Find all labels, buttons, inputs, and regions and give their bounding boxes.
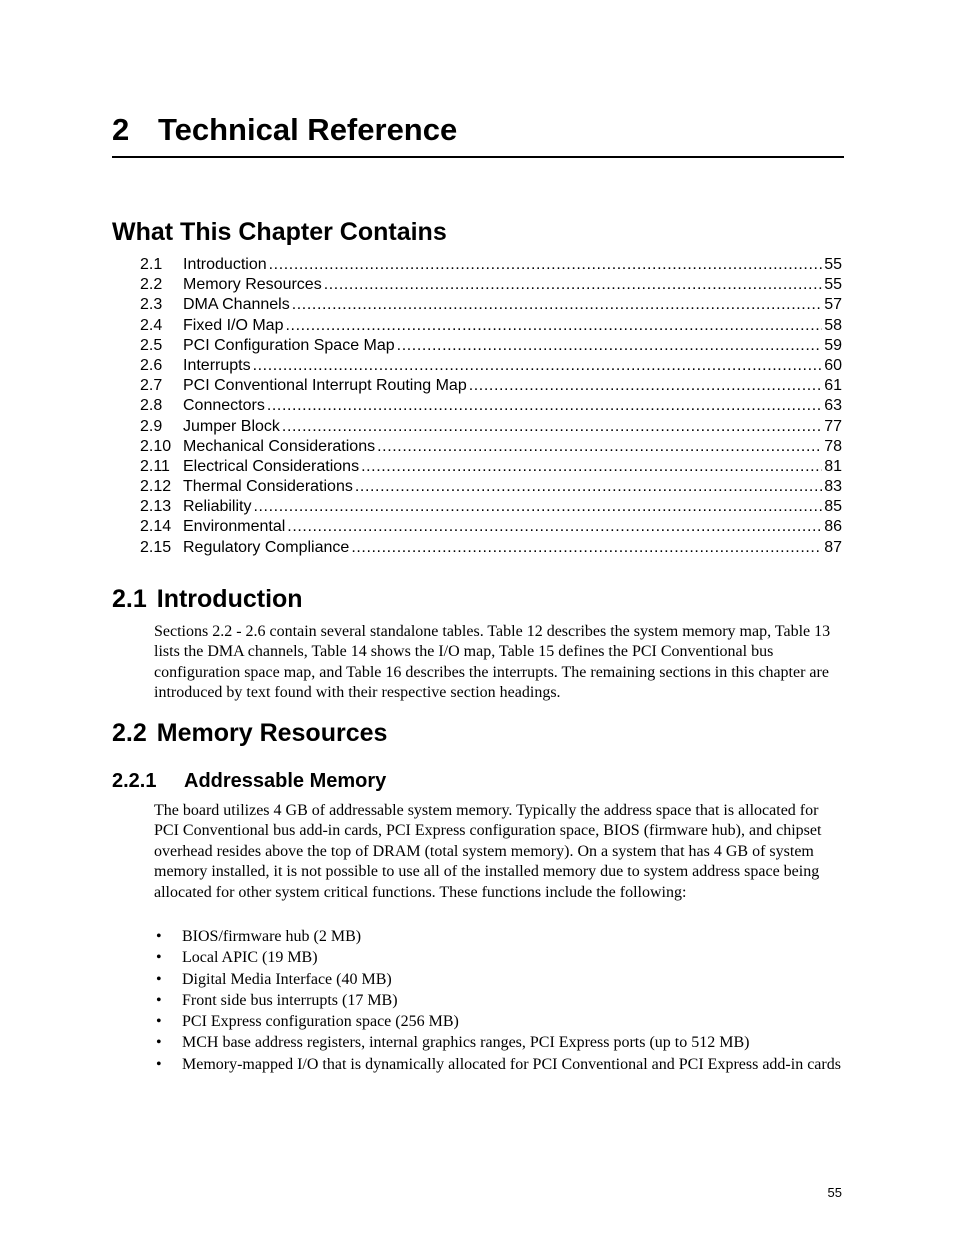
subsection-title: Addressable Memory bbox=[184, 770, 387, 792]
toc-dot-leader bbox=[269, 255, 823, 275]
toc-dot-leader bbox=[292, 295, 822, 315]
toc-entry[interactable] bbox=[140, 417, 842, 437]
list-item bbox=[154, 1055, 844, 1076]
list-item-text: Memory-mapped I/O that is dynamically allocated for PCI Conventional and PCI Express add-in cards bbox=[182, 1055, 841, 1073]
toc-entry-title: DMA Channels bbox=[183, 296, 290, 314]
toc-entry-page: 77 bbox=[824, 417, 842, 435]
bullet-icon: • bbox=[156, 949, 162, 967]
list-item-text: Local APIC (19 MB) bbox=[182, 949, 318, 967]
toc-dot-leader bbox=[355, 477, 822, 497]
toc-entry-number: 2.5 bbox=[140, 336, 163, 354]
list-item bbox=[154, 970, 844, 991]
list-item bbox=[154, 948, 844, 969]
list-item-text: Front side bus interrupts (17 MB) bbox=[182, 991, 398, 1009]
toc-entry-page: 83 bbox=[824, 478, 842, 496]
memory-functions-list bbox=[154, 927, 844, 1076]
toc-entry-page: 81 bbox=[824, 457, 842, 475]
toc-entry-page: 87 bbox=[824, 538, 842, 556]
toc-dot-leader bbox=[397, 336, 823, 356]
toc-entry-title: Thermal Considerations bbox=[183, 478, 353, 496]
toc-dot-leader bbox=[287, 517, 822, 537]
section-number: 2.2 bbox=[112, 719, 147, 747]
chapter-divider bbox=[112, 156, 844, 158]
toc-entry[interactable] bbox=[140, 457, 842, 477]
section-title: Memory Resources bbox=[156, 719, 388, 747]
toc-entry-page: 61 bbox=[824, 377, 842, 395]
list-item-text: PCI Express configuration space (256 MB) bbox=[182, 1013, 459, 1031]
list-item bbox=[154, 1012, 844, 1033]
toc-entry-title: Jumper Block bbox=[183, 417, 280, 435]
toc-dot-leader bbox=[324, 275, 823, 295]
bullet-icon: • bbox=[156, 1034, 162, 1052]
bullet-icon: • bbox=[156, 991, 162, 1009]
chapter-title bbox=[112, 110, 844, 150]
list-item bbox=[154, 1033, 844, 1054]
toc-entry-page: 58 bbox=[824, 316, 842, 334]
list-item-text: BIOS/firmware hub (2 MB) bbox=[182, 928, 362, 945]
bullet-icon: • bbox=[156, 928, 162, 945]
toc-entry-number: 2.2 bbox=[140, 276, 163, 294]
section-title: Introduction bbox=[156, 585, 303, 613]
toc-entry-number: 2.7 bbox=[140, 377, 163, 395]
toc-entry-title: PCI Configuration Space Map bbox=[183, 336, 395, 354]
toc-entry[interactable] bbox=[140, 497, 842, 517]
chapter-number: 2 bbox=[112, 112, 130, 147]
bullet-icon: • bbox=[156, 970, 162, 988]
toc-entry[interactable] bbox=[140, 255, 842, 275]
list-item-text: MCH base address registers, internal graphics ranges, PCI Express ports (up to 512 MB) bbox=[182, 1034, 750, 1052]
toc-entry-title: Interrupts bbox=[183, 356, 251, 374]
toc-entry-title: Reliability bbox=[183, 498, 252, 516]
toc-entry-page: 60 bbox=[824, 356, 842, 374]
section-number: 2.1 bbox=[112, 585, 147, 613]
bullet-icon: • bbox=[156, 1055, 162, 1073]
introduction-paragraph: Sections 2.2 - 2.6 contain several standalone tables. Table 12 describes the system memory map, Table 13 lists the DMA channels, Table 14 shows the I/O map, Table 15 defines the PCI Conventional bus configuration space map, and Table 16 describes the interrupts. The remaining sections in this chapter are introduced by text found with their respective section headings. bbox=[154, 623, 831, 702]
toc-entry-page: 55 bbox=[824, 276, 842, 294]
toc-entry-number: 2.12 bbox=[140, 478, 172, 496]
toc-entry-page: 85 bbox=[824, 498, 842, 516]
toc-entry-page: 86 bbox=[824, 518, 842, 536]
list-item bbox=[154, 991, 844, 1012]
toc-dot-leader bbox=[361, 457, 822, 477]
list-item bbox=[154, 927, 844, 948]
subsection-heading-addressable-memory bbox=[112, 769, 386, 793]
toc-entry-page: 63 bbox=[824, 397, 842, 415]
addressable-memory-paragraph: The board utilizes 4 GB of addressable system memory. Typically the address space that is allocated for PCI Conventional bus add-in cards, PCI Express configuration space, BIOS (firmware hub), and chipset overhead resides above the top of DRAM (total system memory). On a system that has 4 GB of system memory installed, it is not possible to use all of the installed memory due to system address space being allocated for other system critical functions. These functions include the following: bbox=[154, 802, 822, 901]
toc-entry-number: 2.9 bbox=[140, 417, 163, 435]
toc-dot-leader bbox=[253, 356, 823, 376]
toc-dot-leader bbox=[377, 437, 822, 457]
toc-entry-title: Environmental bbox=[183, 518, 286, 536]
toc-entry-number: 2.4 bbox=[140, 316, 163, 334]
section-heading-memory-resources bbox=[112, 718, 387, 748]
toc-entry-number: 2.1 bbox=[140, 256, 163, 273]
toc-entry-number: 2.3 bbox=[140, 296, 163, 314]
toc-dot-leader bbox=[253, 497, 822, 517]
toc-entry-number: 2.10 bbox=[140, 437, 172, 455]
toc-entry[interactable] bbox=[140, 356, 842, 376]
toc-entry-title: PCI Conventional Interrupt Routing Map bbox=[183, 377, 467, 395]
toc-entry-page: 55 bbox=[824, 256, 842, 273]
toc-entry[interactable] bbox=[140, 538, 842, 558]
toc-dot-leader bbox=[267, 396, 822, 416]
toc-entry-page: 59 bbox=[824, 336, 842, 354]
toc-entry-number: 2.14 bbox=[140, 518, 172, 536]
toc-entry[interactable] bbox=[140, 295, 842, 315]
toc-entry-title: Regulatory Compliance bbox=[183, 538, 350, 556]
toc-entry-title: Electrical Considerations bbox=[183, 457, 360, 475]
toc-entry[interactable] bbox=[140, 477, 842, 497]
chapter-title-text: Technical Reference bbox=[158, 112, 458, 147]
toc-entry-number: 2.8 bbox=[140, 397, 163, 415]
toc-entry[interactable] bbox=[140, 396, 842, 416]
toc-entry-number: 2.11 bbox=[140, 457, 170, 475]
toc-entry-page: 78 bbox=[824, 437, 842, 455]
toc-entry[interactable] bbox=[140, 275, 842, 295]
toc-entry-title: Mechanical Considerations bbox=[183, 437, 376, 455]
section-heading-introduction bbox=[112, 584, 303, 614]
toc-entry-title: Fixed I/O Map bbox=[183, 316, 284, 334]
toc-entry-title: Introduction bbox=[183, 256, 267, 273]
list-item-text: Digital Media Interface (40 MB) bbox=[182, 970, 392, 988]
toc-entry-title: Memory Resources bbox=[183, 276, 322, 294]
page-number: 55 bbox=[827, 1185, 842, 1200]
toc-entry[interactable] bbox=[140, 336, 842, 356]
subsection-number: 2.2.1 bbox=[112, 770, 157, 792]
toc-entry[interactable] bbox=[140, 376, 842, 396]
toc-entry-number: 2.6 bbox=[140, 356, 163, 374]
table-of-contents bbox=[140, 255, 842, 558]
toc-entry-title: Connectors bbox=[183, 397, 265, 415]
bullet-icon: • bbox=[156, 1013, 162, 1031]
toc-dot-leader bbox=[469, 376, 822, 396]
toc-entry[interactable] bbox=[140, 316, 842, 336]
toc-entry-number: 2.15 bbox=[140, 538, 172, 556]
toc-dot-leader bbox=[282, 417, 822, 437]
toc-entry[interactable] bbox=[140, 437, 842, 457]
toc-dot-leader bbox=[351, 538, 822, 558]
toc-entry-page: 57 bbox=[824, 296, 842, 314]
toc-entry[interactable] bbox=[140, 517, 842, 537]
toc-dot-leader bbox=[285, 316, 822, 336]
toc-entry-number: 2.13 bbox=[140, 498, 172, 516]
contents-heading: What This Chapter Contains bbox=[112, 218, 447, 246]
